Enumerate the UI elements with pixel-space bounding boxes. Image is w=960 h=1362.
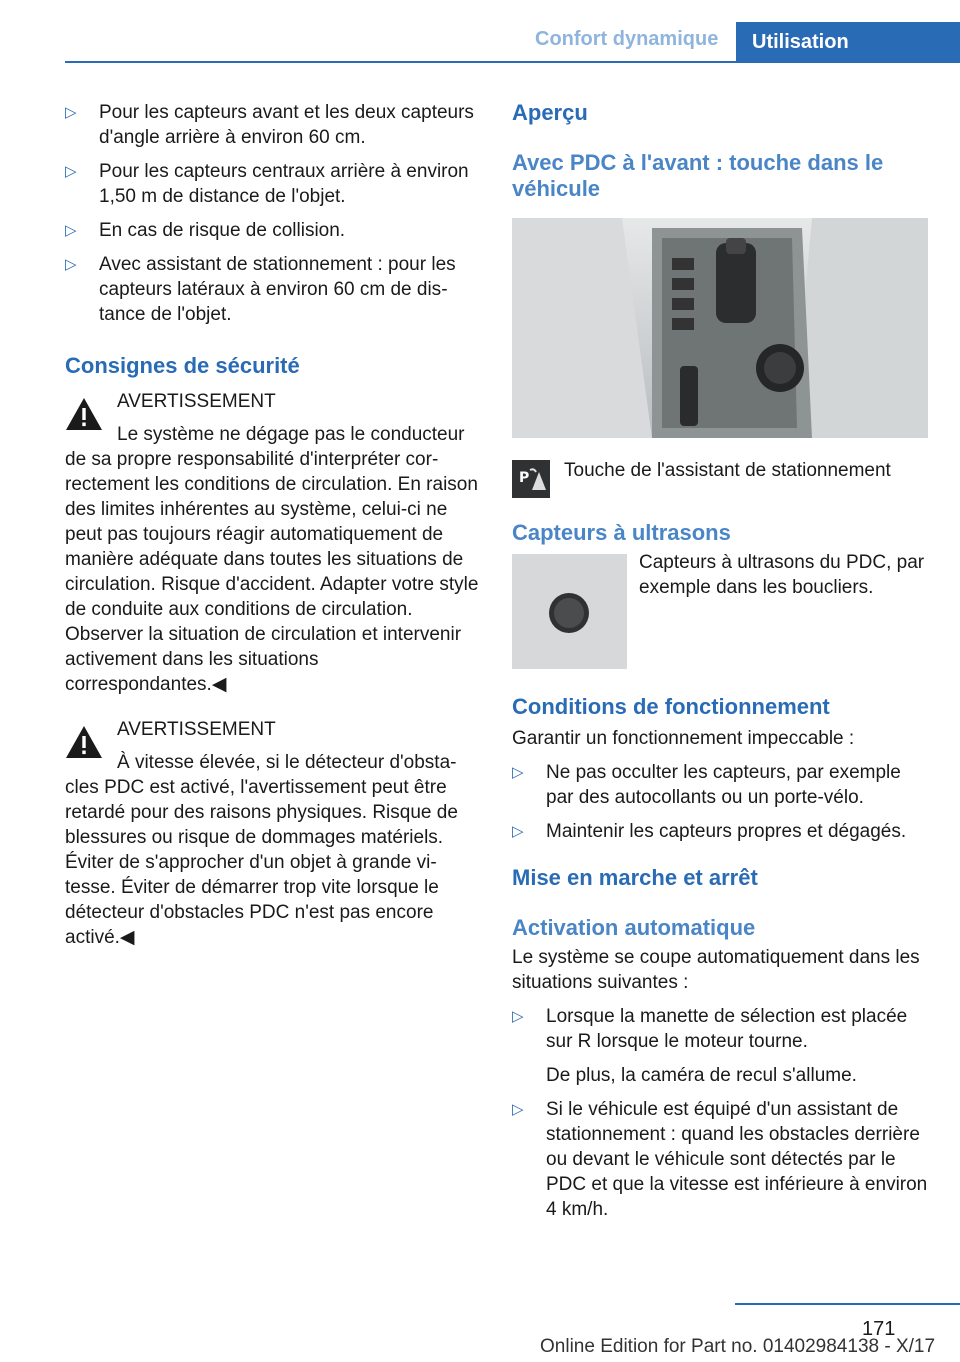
conditions-intro: Garantir un fonctionnement impeccable :: [512, 728, 855, 749]
center-console-photo: [512, 218, 928, 438]
header-tab-section: Confort dynamique: [535, 28, 719, 50]
list-item-text: Pour les capteurs avant et les deux capteurs d'angle arrière à environ 60 cm.: [99, 102, 474, 148]
list-item: [512, 819, 928, 844]
footer-rule: [735, 1303, 960, 1305]
warning-triangle-icon: [65, 397, 103, 431]
auto-intro: Le système se coupe automatiquement dans les situations suivantes :: [512, 947, 920, 993]
park-assist-icon: [512, 460, 550, 498]
header-tab-active: Utilisation: [736, 22, 960, 63]
list-item: [65, 218, 480, 243]
list-item: [65, 252, 480, 327]
sensors-row: [512, 554, 928, 674]
pdc-front-heading: Avec PDC à l'avant : touche dans le véhicule: [512, 150, 884, 201]
onoff-heading: Mise en marche et arrêt: [512, 865, 758, 890]
triangle-right-outline-icon: ▷: [65, 163, 77, 180]
center-console-illustration: [512, 218, 928, 438]
warning-body: cles PDC est activé, l'avertissement peut être retardé pour des raisons physiques. Risque de blessures ou risque de dommages matériels. Éviter de s'approcher d'un objet à grande vitesse. Éviter de démarrer trop vite lorsque le détecteur d'obstacles PDC n'est pas encore activé.◀: [65, 777, 458, 948]
triangle-right-outline-icon: ▷: [512, 1008, 524, 1025]
page-number: 171: [862, 1318, 896, 1340]
list-item-text: Lorsque la manette de sélection est placée sur R lorsque le moteur tourne.: [546, 1006, 908, 1052]
list-item-subtext: De plus, la caméra de recul s'allume.: [546, 1065, 857, 1086]
button-caption-row: [512, 458, 928, 498]
warning-lead: Le système ne dégage pas le conducteur: [117, 424, 465, 445]
warning-block: [65, 389, 480, 697]
list-item-text: Avec assistant de stationnement : pour les capteurs latéraux à environ 60 cm de distance de l'objet.: [99, 254, 456, 325]
warning-title: AVERTISSEMENT: [117, 719, 276, 740]
safety-heading: Consignes de sécurité: [65, 353, 300, 378]
right-column: [512, 100, 928, 1231]
ultrasonic-sensor-photo: [512, 554, 627, 669]
conditions-heading: Conditions de fonctionnement: [512, 694, 830, 719]
triangle-right-outline-icon: ▷: [512, 764, 524, 781]
list-item-text: Ne pas occulter les capteurs, par exemple par des autocollants ou un porte-vélo.: [546, 762, 901, 808]
triangle-right-outline-icon: ▷: [512, 1101, 524, 1118]
list-item-text: Si le véhicule est équipé d'un assistant de stationnement : quand les obstacles derrière ou devant le véhicule sont détectés par le PDC et que la vitesse est inférieure à environ 4 km/h.: [546, 1099, 928, 1220]
list-item: [512, 1097, 928, 1222]
warning-lead: À vitesse élevée, si le détecteur d'obsta-: [117, 752, 457, 773]
warning-triangle-icon: [65, 725, 103, 759]
header-rule: [65, 61, 960, 63]
triangle-right-outline-icon: ▷: [65, 104, 77, 121]
warning-body: de sa propre responsabilité d'interpréter correctement les conditions de circulation. En raison des limites inhérentes au système, celui-ci ne peut pas toujours réagir automatiquement de manière adéquate dans toutes les situations de circulation. Risque d'accident. Adapter votre style de conduite aux conditions de circulation. Observer la situation de circulation et intervenir activement dans les situations correspondantes.◀: [65, 449, 479, 695]
ultrasonic-sensor-illustration: [512, 554, 627, 669]
list-item: [512, 1004, 928, 1088]
left-column: [65, 100, 480, 950]
list-item-text: En cas de risque de collision.: [99, 220, 346, 241]
list-item-text: Maintenir les capteurs propres et dégagés.: [546, 821, 907, 842]
triangle-right-outline-icon: ▷: [65, 256, 77, 273]
list-item: [512, 760, 928, 810]
overview-heading: Aperçu: [512, 100, 588, 125]
warning-block: [65, 717, 480, 950]
triangle-right-outline-icon: ▷: [65, 222, 77, 239]
warning-title: AVERTISSEMENT: [117, 391, 276, 412]
list-item: [65, 159, 480, 209]
edition-note: Online Edition for Part no. 01402984138 - X/17: [540, 1336, 936, 1357]
list-item-text: Pour les capteurs centraux arrière à environ 1,50 m de distance de l'objet.: [99, 161, 469, 207]
svg-text:P: P: [519, 470, 530, 486]
sensors-heading: Capteurs à ultrasons: [512, 520, 731, 545]
sensors-text: Capteurs à ultrasons du PDC, par exemple dans les boucliers.: [639, 552, 925, 598]
button-caption: Touche de l'assistant de stationnement: [564, 460, 891, 481]
list-item: [65, 100, 480, 150]
auto-heading: Activation automatique: [512, 915, 756, 940]
triangle-right-outline-icon: ▷: [512, 823, 524, 840]
